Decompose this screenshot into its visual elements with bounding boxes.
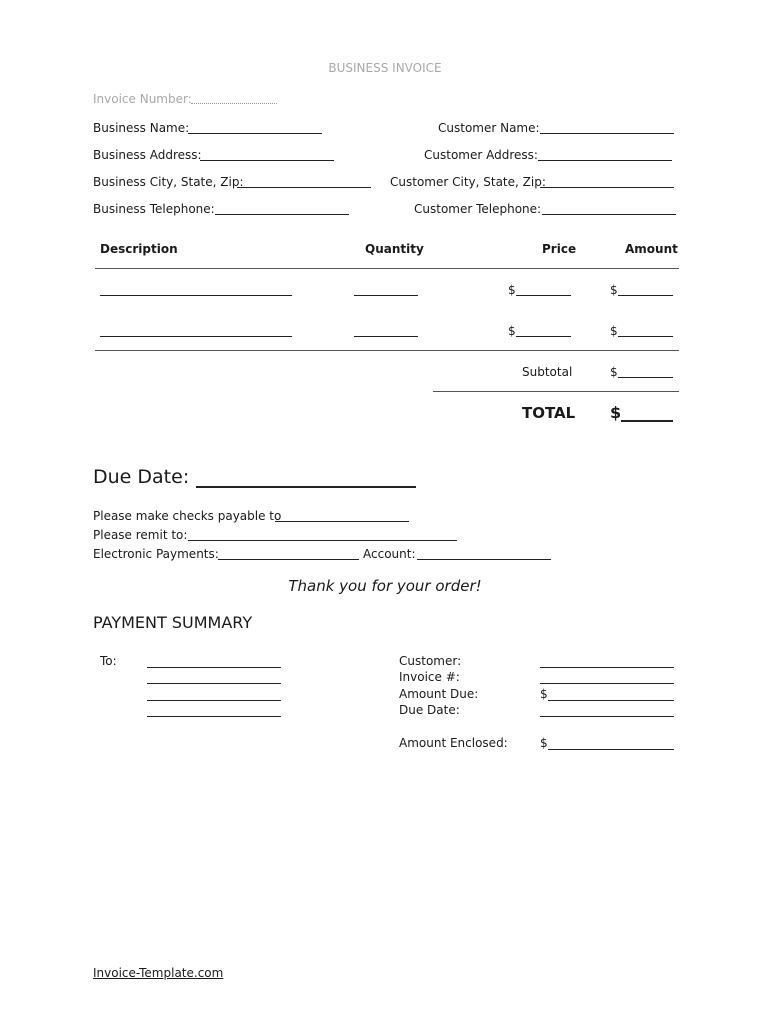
summary-due-date-label: Due Date: bbox=[399, 703, 460, 717]
electronic-payments-field[interactable] bbox=[218, 559, 359, 560]
item-price-field[interactable] bbox=[516, 295, 571, 296]
total-field[interactable] bbox=[621, 420, 673, 422]
amount-currency-symbol: $ bbox=[610, 324, 618, 338]
customer-telephone-field[interactable] bbox=[542, 214, 676, 215]
total-rule bbox=[433, 391, 679, 392]
item-description-field[interactable] bbox=[100, 295, 292, 296]
item-quantity-field[interactable] bbox=[354, 336, 418, 337]
column-header-amount: Amount bbox=[625, 242, 678, 256]
checks-payable-field[interactable] bbox=[275, 521, 409, 522]
to-field-line-1[interactable] bbox=[147, 667, 281, 668]
due-date-field[interactable] bbox=[196, 486, 416, 488]
summary-amount-enclosed-label: Amount Enclosed: bbox=[399, 736, 508, 750]
subtotal-label: Subtotal bbox=[522, 365, 573, 379]
column-header-quantity: Quantity bbox=[365, 242, 424, 256]
business-city-field[interactable] bbox=[237, 187, 371, 188]
invoice-number-field[interactable] bbox=[191, 103, 277, 104]
price-currency-symbol: $ bbox=[508, 283, 516, 297]
price-currency-symbol: $ bbox=[508, 324, 516, 338]
to-label: To: bbox=[100, 654, 117, 668]
business-name-label: Business Name: bbox=[93, 121, 190, 135]
business-telephone-field[interactable] bbox=[215, 214, 349, 215]
summary-amount-due-currency: $ bbox=[540, 687, 548, 701]
customer-city-field[interactable] bbox=[540, 187, 674, 188]
to-field-line-4[interactable] bbox=[147, 716, 281, 717]
business-telephone-label: Business Telephone: bbox=[93, 202, 215, 216]
payment-summary-heading: PAYMENT SUMMARY bbox=[93, 613, 253, 632]
summary-customer-label: Customer: bbox=[399, 654, 462, 668]
total-label: TOTAL bbox=[522, 404, 576, 422]
to-field-line-2[interactable] bbox=[147, 683, 281, 684]
business-address-label: Business Address: bbox=[93, 148, 202, 162]
business-name-field[interactable] bbox=[188, 133, 322, 134]
summary-amount-due-field[interactable] bbox=[548, 700, 674, 701]
checks-payable-label: Please make checks payable to bbox=[93, 509, 282, 523]
item-price-field[interactable] bbox=[516, 336, 571, 337]
column-header-description: Description bbox=[100, 242, 178, 256]
table-header-rule bbox=[95, 268, 679, 269]
footer-link[interactable]: Invoice-Template.com bbox=[93, 966, 224, 980]
subtotal-currency-symbol: $ bbox=[610, 365, 618, 379]
customer-address-field[interactable] bbox=[538, 160, 672, 161]
subtotal-field[interactable] bbox=[618, 377, 673, 378]
summary-customer-field[interactable] bbox=[540, 667, 674, 668]
thank-you-message: Thank you for your order! bbox=[288, 577, 482, 595]
item-amount-field[interactable] bbox=[618, 295, 673, 296]
column-header-price: Price bbox=[542, 242, 577, 256]
to-field-line-3[interactable] bbox=[147, 700, 281, 701]
due-date-label: Due Date: bbox=[93, 466, 190, 488]
document-title: BUSINESS INVOICE bbox=[328, 61, 442, 75]
business-address-field[interactable] bbox=[200, 160, 334, 161]
summary-amount-due-label: Amount Due: bbox=[399, 687, 479, 701]
electronic-payments-label: Electronic Payments: bbox=[93, 547, 219, 561]
business-city-label: Business City, State, Zip: bbox=[93, 175, 244, 189]
account-field[interactable] bbox=[417, 559, 551, 560]
invoice-number-label: Invoice Number: bbox=[93, 92, 192, 106]
account-label: Account: bbox=[363, 547, 416, 561]
customer-city-label: Customer City, State, Zip: bbox=[390, 175, 546, 189]
customer-telephone-label: Customer Telephone: bbox=[414, 202, 542, 216]
summary-amount-enclosed-currency: $ bbox=[540, 736, 548, 750]
customer-address-label: Customer Address: bbox=[424, 148, 538, 162]
remit-to-field[interactable] bbox=[188, 540, 457, 541]
summary-invoice-label: Invoice #: bbox=[399, 670, 460, 684]
item-quantity-field[interactable] bbox=[354, 295, 418, 296]
amount-currency-symbol: $ bbox=[610, 283, 618, 297]
remit-to-label: Please remit to: bbox=[93, 528, 188, 542]
table-bottom-rule bbox=[95, 350, 679, 351]
item-amount-field[interactable] bbox=[618, 336, 673, 337]
summary-due-date-field[interactable] bbox=[540, 716, 674, 717]
customer-name-field[interactable] bbox=[540, 133, 674, 134]
customer-name-label: Customer Name: bbox=[438, 121, 540, 135]
summary-amount-enclosed-field[interactable] bbox=[548, 749, 674, 750]
item-description-field[interactable] bbox=[100, 336, 292, 337]
summary-invoice-field[interactable] bbox=[540, 683, 674, 684]
total-currency-symbol: $ bbox=[610, 403, 622, 422]
